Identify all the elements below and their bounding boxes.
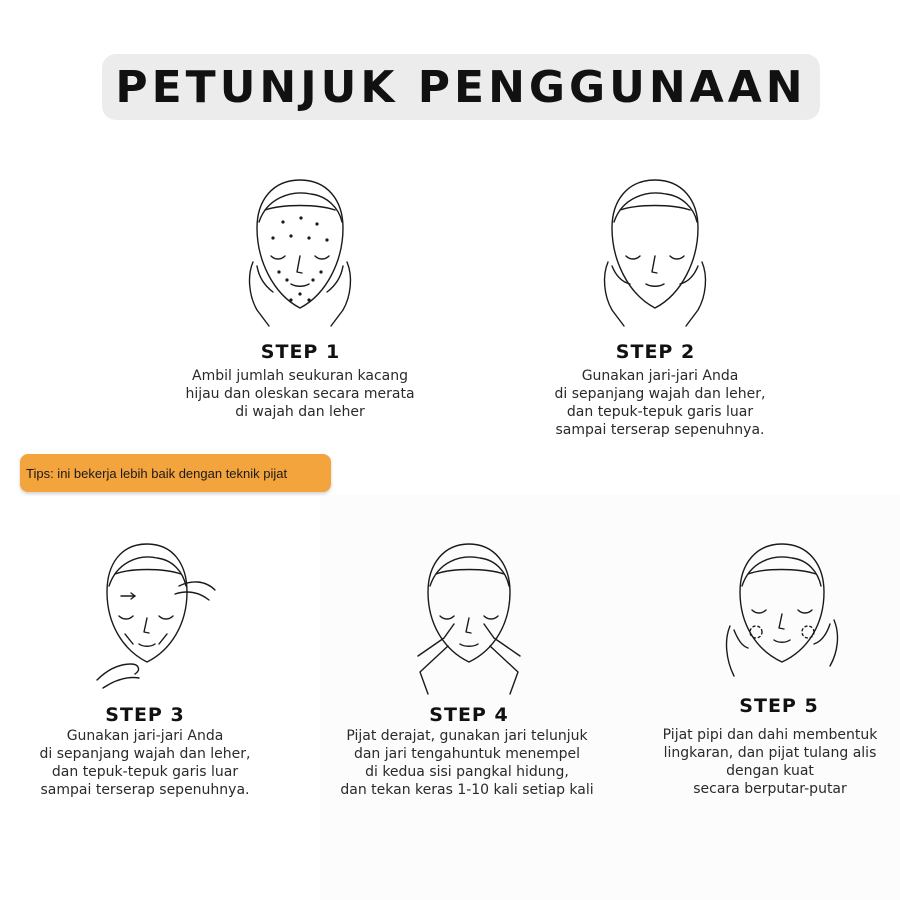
step-3-description: Gunakan jari-jari Anda di sepanjang wajah dan leher, dan tepuk-tepuk garis luar sampai terserap sepenuhnya. — [39, 728, 251, 798]
step-2-label: STEP 2 — [615, 341, 696, 363]
step-5-label: STEP 5 — [739, 695, 819, 717]
step-4-description: Pijat derajat, gunakan jari telunjuk dan jari tengahuntuk menempel di kedua sisi pangkal hidung, dan tekan keras 1-10 kali setiap kali — [340, 728, 594, 798]
face-massage-icon — [95, 540, 220, 695]
face-dots-icon — [243, 176, 358, 331]
title-banner — [102, 54, 820, 120]
step-5-description: Pijat pipi dan dahi membentuk lingkaran, dan pijat tulang alis dengan kuat secara berputar-putar — [662, 727, 878, 797]
step-1-description: Ambil jumlah seukuran kacang hijau dan oleskan secara merata di wajah dan leher — [185, 368, 415, 420]
step-4-label: STEP 4 — [429, 704, 509, 726]
page-title: PETUNJUK PENGGUNAAN — [115, 61, 807, 113]
face-hands-icon — [598, 176, 713, 331]
tips-banner: Tips: ini bekerja lebih baik dengan teknik pijat — [20, 454, 331, 492]
step-1-label: STEP 1 — [260, 341, 341, 363]
step-3-label: STEP 3 — [105, 704, 185, 726]
step-2-description: Gunakan jari-jari Anda di sepanjang wajah dan leher, dan tepuk-tepuk garis luar sampai terserap sepenuhnya. — [554, 368, 766, 438]
face-nose-press-icon — [414, 540, 524, 695]
face-circles-icon — [722, 540, 842, 680]
